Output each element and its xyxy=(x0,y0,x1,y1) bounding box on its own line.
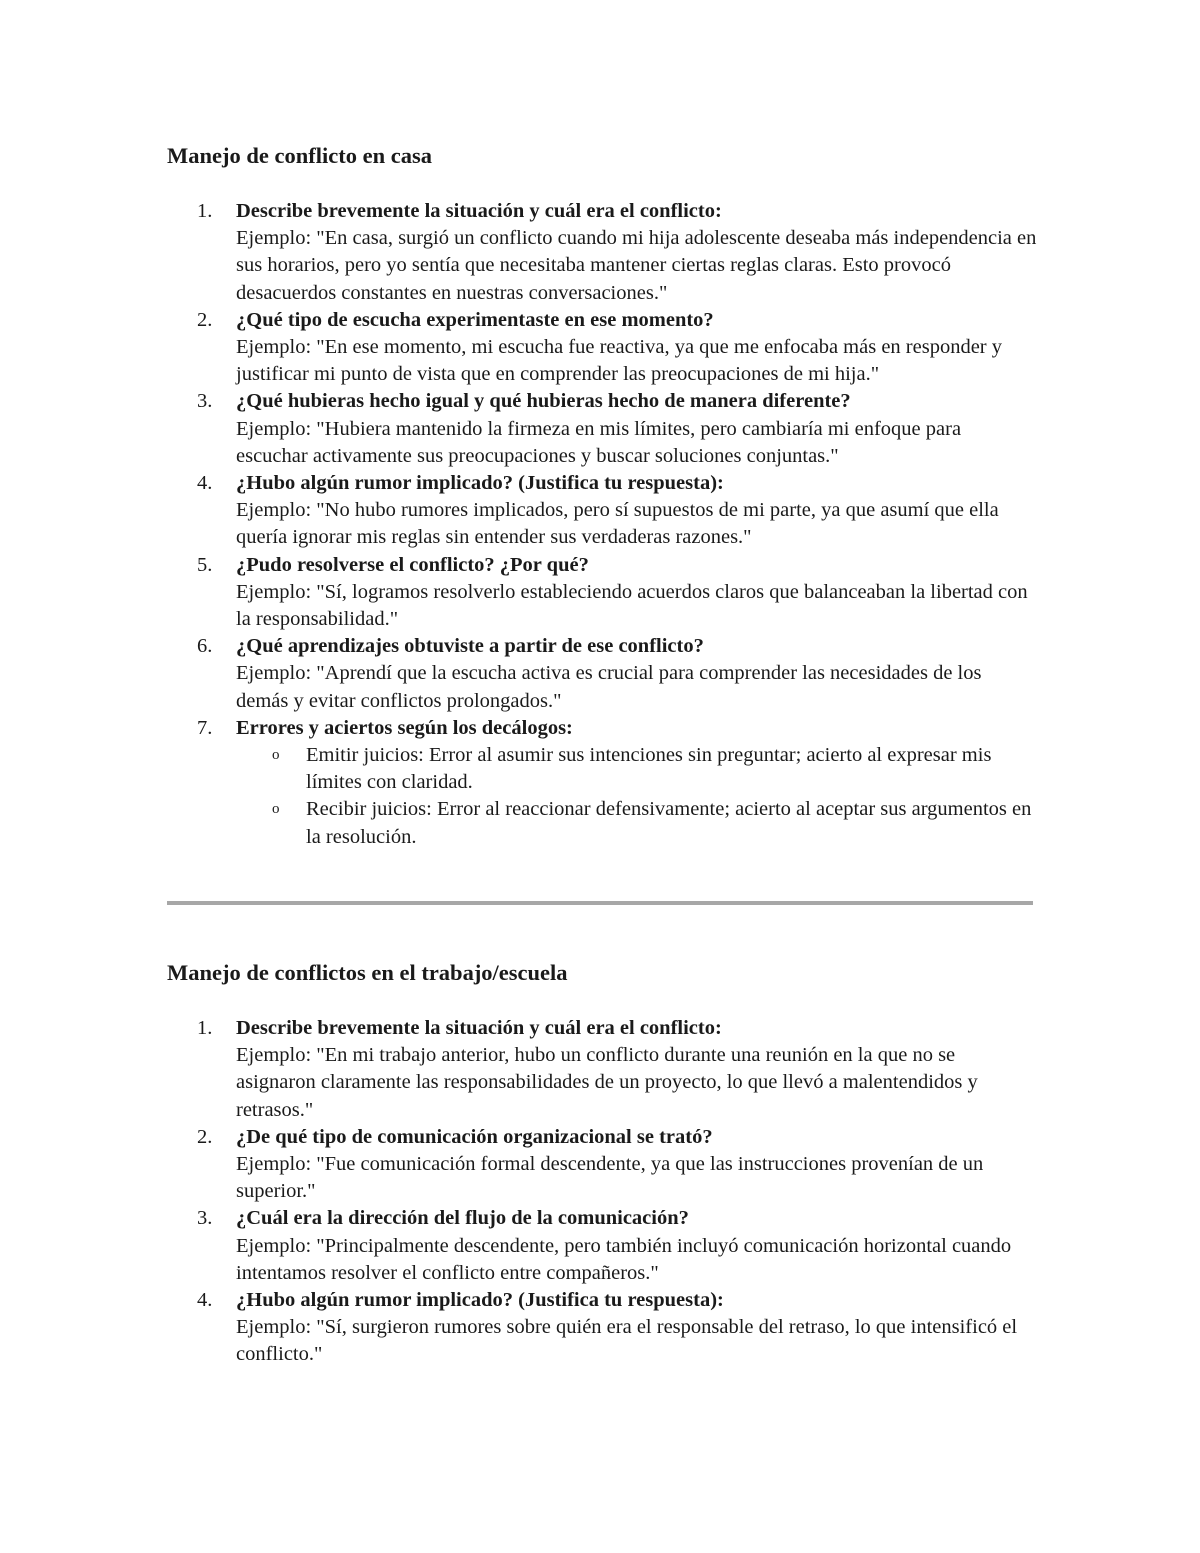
list-item xyxy=(167,388,1037,470)
section-title: Manejo de conflictos en el trabajo/escuela xyxy=(167,960,568,985)
list-item xyxy=(167,1124,1037,1206)
item-number: 5. xyxy=(197,553,213,576)
item-number: 3. xyxy=(197,1207,213,1230)
bullet-icon: o xyxy=(272,801,280,818)
sub-item-text: Emitir juicios: Error al asumir sus intenciones sin preguntar; acierto al expresar mis límites con claridad. xyxy=(306,744,992,794)
sub-list-item xyxy=(236,742,1037,796)
question-text: Errores y aciertos según los decálogos: xyxy=(236,716,573,739)
item-number: 2. xyxy=(197,308,213,331)
sub-item-text: Recibir juicios: Error al reaccionar defensivamente; acierto al aceptar sus argumentos en la resolución. xyxy=(306,798,1032,848)
list-item xyxy=(167,307,1037,389)
section-work-school-conflict xyxy=(167,957,1037,1369)
answer-text: Ejemplo: "Hubiera mantenido la firmeza en mis límites, pero cambiaría mi enfoque para escuchar activamente sus preocupaciones y buscar soluciones conjuntas." xyxy=(236,417,962,467)
question-text: Describe brevemente la situación y cuál era el conflicto: xyxy=(236,200,722,222)
item-number: 1. xyxy=(197,200,213,222)
question-text: ¿Hubo algún rumor implicado? (Justifica tu respuesta): xyxy=(236,472,724,495)
question-text: ¿Hubo algún rumor implicado? (Justifica tu respuesta): xyxy=(236,1289,724,1312)
question-text: ¿Qué aprendizajes obtuviste a partir de ese conflicto? xyxy=(236,635,704,658)
question-text: ¿Cuál era la dirección del flujo de la comunicación? xyxy=(236,1207,689,1230)
list-item xyxy=(167,552,1037,634)
list-item xyxy=(167,1205,1037,1287)
answer-text: Ejemplo: "En casa, surgió un conflicto cuando mi hija adolescente deseaba más independencia en sus horarios, pero yo sentía que necesitaba mantener ciertas reglas claras. Esto provocó desacuerdos constantes en nuestras conversaciones." xyxy=(236,227,1037,304)
question-list xyxy=(167,198,1037,851)
item-number: 4. xyxy=(197,472,213,495)
list-item xyxy=(167,715,1037,851)
list-item xyxy=(167,198,1037,307)
horizontal-divider xyxy=(167,901,1033,905)
answer-text: Ejemplo: "Aprendí que la escucha activa es crucial para comprender las necesidades de los demás y evitar conflictos prolongados." xyxy=(236,662,982,712)
item-number: 1. xyxy=(197,1017,213,1039)
section-title: Manejo de conflicto en casa xyxy=(167,143,432,168)
question-text: Describe brevemente la situación y cuál era el conflicto: xyxy=(236,1017,722,1039)
question-text: ¿Qué tipo de escucha experimentaste en ese momento? xyxy=(236,308,714,331)
sub-list xyxy=(236,742,1037,851)
item-number: 4. xyxy=(197,1289,213,1312)
question-text: ¿De qué tipo de comunicación organizacional se trató? xyxy=(236,1125,713,1148)
answer-text: Ejemplo: "Sí, surgieron rumores sobre quién era el responsable del retraso, lo que intensificó el conflicto." xyxy=(236,1316,1018,1366)
bullet-icon: o xyxy=(272,747,280,764)
item-number: 6. xyxy=(197,635,213,658)
question-list xyxy=(167,1015,1037,1369)
answer-text: Ejemplo: "No hubo rumores implicados, pero sí supuestos de mi parte, ya que asumí que ella quería ignorar mis reglas sin entender sus verdaderas razones." xyxy=(236,499,999,549)
list-item xyxy=(167,1287,1037,1369)
question-text: ¿Qué hubieras hecho igual y qué hubieras hecho de manera diferente? xyxy=(236,390,851,413)
answer-text: Ejemplo: "En ese momento, mi escucha fue reactiva, ya que me enfocaba más en responder y justificar mi punto de vista que en comprender las preocupaciones de mi hija." xyxy=(236,336,1002,386)
item-number: 3. xyxy=(197,390,213,413)
item-number: 2. xyxy=(197,1125,213,1148)
section-home-conflict xyxy=(167,140,1037,851)
answer-text: Ejemplo: "En mi trabajo anterior, hubo un conflicto durante una reunión en la que no se asignaron claramente las responsabilidades de un proyecto, lo que llevó a malentendidos y retrasos." xyxy=(236,1044,978,1121)
list-item xyxy=(167,1015,1037,1124)
item-number: 7. xyxy=(197,716,213,739)
answer-text: Ejemplo: "Fue comunicación formal descendente, ya que las instrucciones provenían de un superior." xyxy=(236,1153,984,1203)
list-item xyxy=(167,470,1037,552)
answer-text: Ejemplo: "Principalmente descendente, pero también incluyó comunicación horizontal cuando intentamos resolver el conflicto entre compañeros." xyxy=(236,1234,1012,1284)
answer-text: Ejemplo: "Sí, logramos resolverlo estableciendo acuerdos claros que balanceaban la libertad con la responsabilidad." xyxy=(236,580,1028,631)
question-text: ¿Pudo resolverse el conflicto? ¿Por qué? xyxy=(236,553,589,576)
list-item xyxy=(167,633,1037,715)
sub-list-item xyxy=(236,796,1037,850)
